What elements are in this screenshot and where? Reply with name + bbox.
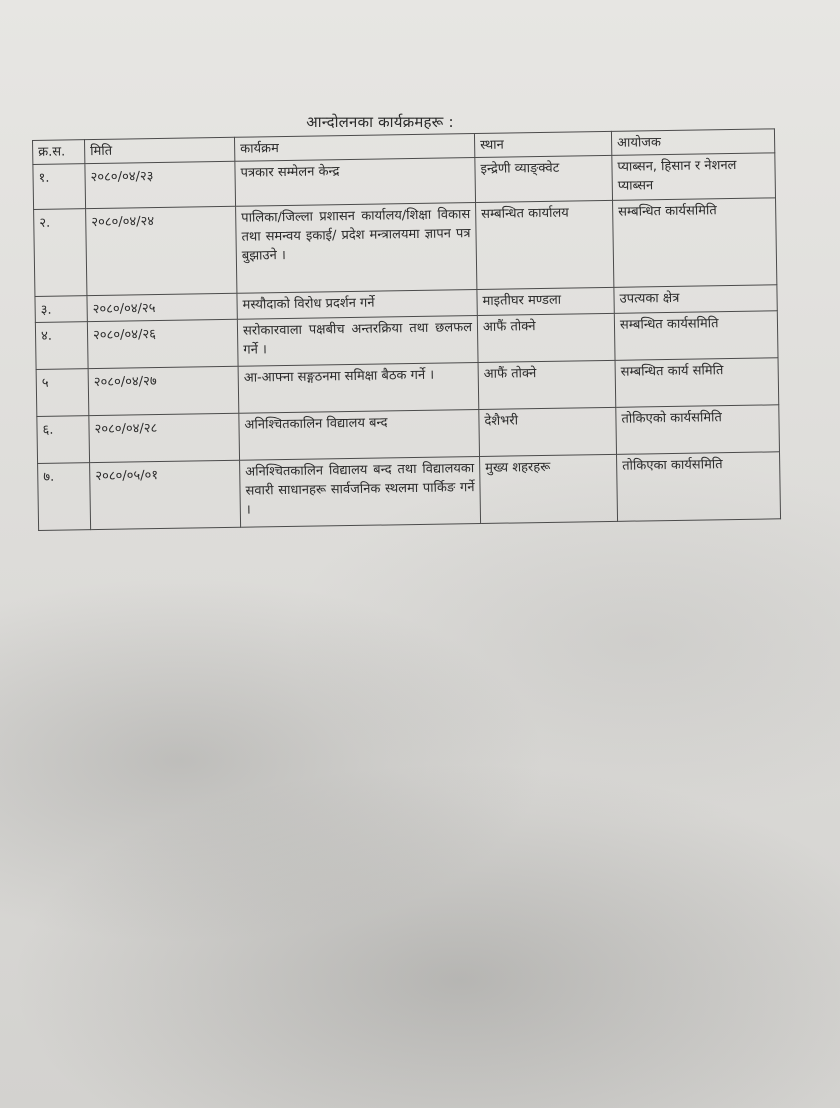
- cell-sn: २.: [34, 209, 87, 297]
- cell-place: आफैं तोक्ने: [477, 313, 615, 362]
- cell-sn: ४.: [35, 322, 88, 370]
- cell-place: आफैं तोक्ने: [478, 360, 616, 409]
- cell-organizer: सम्बन्धित कार्य समिति: [615, 358, 779, 408]
- cell-program: सरोकारवाला पक्षबीच अन्तरक्रिया तथा छलफल गर्ने ।: [237, 316, 478, 367]
- cell-place: देशैभरी: [479, 407, 617, 456]
- cell-date: २०८०/०४/२५: [87, 293, 237, 321]
- cell-program: आ-आफ्ना सङ्गठनमा समिक्षा बैठक गर्ने ।: [238, 363, 479, 414]
- table-row: [34, 198, 777, 297]
- cell-sn: ६.: [37, 416, 90, 464]
- cell-organizer: प्याब्सन, हिसान र नेशनल प्याब्सन: [612, 153, 776, 201]
- cell-place: माइतीघर मण्डला: [477, 287, 614, 315]
- cell-sn: ५: [36, 369, 89, 417]
- cell-date: २०८०/०४/२६: [87, 319, 238, 368]
- cell-place: मुख्य शहरहरू: [480, 454, 618, 523]
- cell-program: अनिश्चितकालिन विद्यालय बन्द तथा विद्यालयका सवारी साधानहरू सार्वजनिक स्थलमा पार्किङ गर्ने ।: [240, 457, 481, 528]
- program-table-wrapper: [32, 128, 780, 531]
- program-table: [32, 128, 781, 531]
- cell-date: २०८०/०४/२७: [88, 366, 239, 415]
- cell-program: पालिका/जिल्ला प्रशासन कार्यालय/शिक्षा विकास तथा समन्वय इकाई/ प्रदेश मन्त्रालयमा ज्ञापन पत्र बुझाउने ।: [236, 203, 477, 294]
- cell-date: २०८०/०४/२३: [85, 161, 236, 208]
- header-organizer: आयोजक: [611, 129, 774, 156]
- cell-organizer: उपत्यका क्षेत्र: [614, 285, 777, 314]
- cell-organizer: सम्बन्धित कार्यसमिति: [614, 311, 778, 361]
- cell-organizer: तोकिएको कार्यसमिति: [616, 405, 780, 455]
- cell-program: मस्यौदाको विरोध प्रदर्शन गर्ने: [237, 290, 477, 320]
- page-heading: आन्दोलनका कार्यक्रमहरू :: [306, 113, 454, 131]
- cell-place: इन्द्रेणी व्याङ्क्वेट: [475, 155, 613, 202]
- cell-place: सम्बन्धित कार्यालय: [476, 200, 614, 289]
- table-row: [38, 452, 781, 531]
- header-program: कार्यक्रम: [234, 134, 474, 162]
- header-date: मिति: [85, 137, 235, 163]
- cell-sn: ३.: [35, 296, 87, 323]
- cell-sn: ७.: [38, 463, 91, 531]
- cell-program: पत्रकार सम्मेलन केन्द्र: [235, 158, 476, 207]
- header-sn: क्र.स.: [33, 140, 85, 165]
- cell-date: २०८०/०५/०१: [90, 460, 241, 529]
- cell-sn: १.: [33, 164, 86, 210]
- cell-organizer: सम्बन्धित कार्यसमिति: [613, 198, 777, 288]
- cell-organizer: तोकिएका कार्यसमिति: [617, 452, 781, 522]
- cell-date: २०८०/०४/२४: [86, 206, 237, 295]
- header-place: स्थान: [474, 131, 611, 157]
- cell-date: २०८०/०४/२८: [89, 413, 240, 462]
- cell-program: अनिश्चितकालिन विद्यालय बन्द: [239, 410, 480, 461]
